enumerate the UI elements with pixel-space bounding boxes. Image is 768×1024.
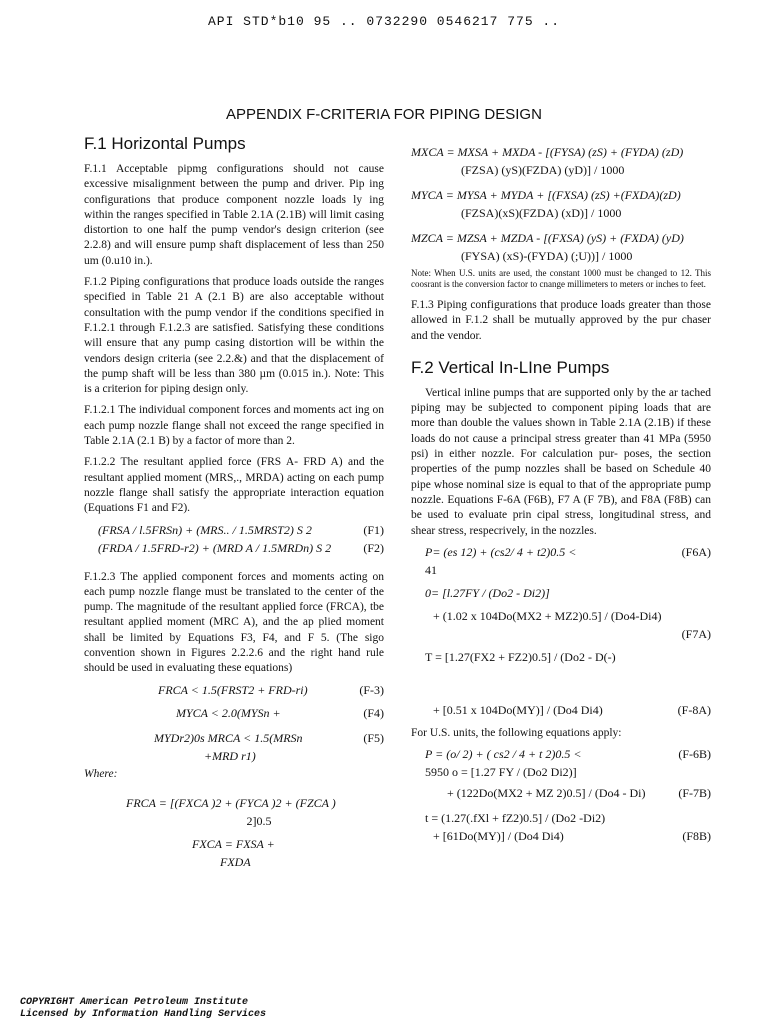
equation-f4: MYCA < 2.0(MYSn + (F4) [176,705,384,720]
equation-f8a: T = [1.27(FX2 + FZ2)0.5] / (Do2 - D(-) [425,649,616,664]
paragraph-f2: Vertical inline pumps that are supported only by the ar tached piping may be subjected to component piping loads that are more than double the values shown in Table 2.1A (2.1B) if these loads do not cause a principal stress greater than 41 MPa (5950 psi) in either nozzle. For calculation pur- poses, the section properties of the pump nozzles shall be based on Schedule 40 pipe whose nominal size is equal to that of the appropriate pump nozzle. Equations F-6A (F6B), F7 A (F 7B), and F8A (F8B) can be used to evaluate prin cipal stress, longitudinal stress, and shear stress, respecrively, in the nozzles. [411,386,711,537]
equation-f5-cont: +MRD r1) [204,748,256,763]
equation-f8b-cont: + [61Do(MY)] / (Do4 Di4) (F8B) [433,829,711,844]
equation-myca: MYCA = MYSA + MYDA + [(FXSA) (zS) +(FXDA)(zD) [411,188,681,202]
equation-f3: FRCA < 1.5(FRST2 + FRD-ri) (F-3) [158,682,384,697]
copyright-line: COPYRIGHT American Petroleum Institute [20,997,249,1008]
right-column [411,142,711,847]
us-units-text: For U.S. units, the following equations apply: [411,726,622,739]
paragraph-f13: F.1.3 Piping configurations that produce loads greater than those allowed in F.1.2 shall be mutually approved by the pur chaser and the vendor. [411,299,711,342]
equation-mzca: MZCA = MZSA + MZDA - [(FXSA) (yS) + (FXDA) (yD) [411,231,684,245]
paragraph-f12: F.1.2 Piping configurations that produce loads outside the ranges specified in Table 21 A (2.1 B) are also acceptable without consultation with the pump vendor if the conditions specified in F.1.2.1 through F.1.2.3 are satisfied. Satisfying these conditions will ensure that any pump casing distortion will be within the vendors design criteria (see 2.2.&) and that the displacement of the pump shaft will be less than 380 µm (0.015 in.). Note: This is a criterion for piping design only. [84,276,384,396]
equation-mxca-cont: (FZSA) (yS)(FZDA) (yD)] / 1000 [461,163,625,177]
where-label: Where: [84,767,118,780]
equation-f6b-cont: 5950 o = [1.27 FY / (Do2 Di2)] [425,765,577,780]
section-heading-f2: F.2 Vertical In-LIne Pumps [411,357,610,377]
page-title: APPENDIX F-CRITERIA FOR PIPING DESIGN [226,106,542,123]
equation-frca: FRCA = [(FXCA )2 + (FYCA )2 + (FZCA ) [126,795,336,810]
document-header: API STD*b10 95 .. 0732290 0546217 775 .. [207,14,561,29]
left-column [84,134,384,873]
equation-f7a-number: (F7A) [681,626,711,641]
equation-f7b: + (122Do(MX2 + MZ 2)0.5] / (Do4 - Di) (F-7B) [447,786,711,801]
equation-f5: MYDr2)0s MRCA < 1.5(MRSn (F5) [154,730,384,745]
equation-f6b: P = (o/ 2) + ( cs2 / 4 + t 2)0.5 < (F-6B) [425,747,711,762]
paragraph-f122: F.1.2.2 The resultant applied force (FRS A- FRD A) and the resultant applied moment (MRS,., MRDA) acting on each pump nozzle flange shall satisfy the appropriate interaction equation (Equations F1 and F2). [84,456,384,515]
equation-f8b: t = (1.27(.fXl + fZ2)0.5] / (Do2 -Di2) [425,811,606,826]
equation-f2: (FRDA / 1.5FRD-r2) + (MRD A / 1.5MRDn) S 2 (F2) [98,540,384,555]
paragraph-f123: F.1.2.3 The applied component forces and moments acting on each pump nozzle flange must be translated to the center of the pump. The magnitude of the resultant applied force (FRCA), tbe resultant applied moment (MRC A), and the ap plied moment shall be limited by Equations F3, F4, and F 5. (The sigo convention shown in Figures 2.2.2.6 and the right hand rule should be used in evaluating these equations) [84,570,384,675]
equation-myca-cont: (FZSA)(xS)(FZDA) (xD)] / 1000 [461,206,622,220]
equation-f1: (FRSA / l.5FRSn) + (MRS.. / 1.5MRST2) S 2 (F1) [98,522,384,537]
equation-mzca-cont: (FYSA) (xS)-(FYDA) (;U))] / 1000 [461,249,633,263]
equation-mxca: MXCA = MXSA + MXDA - [(FYSA) (zS) + (FYDA) (zD) [411,145,684,159]
paragraph-f121: F.1.2.1 The individual component forces and moments act ing on each pump nozzle flange shall not exceed the range specified in Table 2.1A (2.1 B) by a factor of more than 2. [84,404,384,448]
units-note: Note: When U.S. units are used, the constant 1000 must be changed to 12. This coosrant is the conversion factor to cnange millimeters to meters or inches to feet. [411,268,711,289]
copyright-footer [20,997,266,1021]
equation-f8a-cont: + [0.51 x 104Do(MY)] / (Do4 Di4) (F-8A) [433,702,711,717]
equation-frca-exp: 2]0.5 [246,813,272,828]
equation-f7a-cont: + (1.02 x 104Do(MX2 + MZ2)0.5] / (Do4-Di4) [433,608,662,623]
equation-fxca: FXCA = FXSA + [192,836,275,851]
license-line: Licensed by Information Handling Services [20,1009,267,1020]
paragraph-f11: F.1.1 Acceptable pipmg configurations should not cause excessive misalignment between the pump and driver. Pip ing configurations that produce component nozzle loads ly ing within the ranges specified in Table 2.1A (2.1B) will limit casing distortion to one half the pump vendor's design criterion (see 2.2.8) and will ensure pump shaft displacement of less than 250 um (0.u10 in.). [84,163,384,267]
section-heading-f1: F.1 Horizontal Pumps [84,134,246,153]
equation-fxca-cont: FXDA [220,854,251,869]
equation-f6a-cont: 41 [425,562,437,577]
equation-f6a: P= (es 12) + (cs2/ 4 + t2)0.5 < (F6A) [425,544,711,559]
equation-f7a: 0= [l.27FY / (Do2 - Di2)] [425,585,550,600]
